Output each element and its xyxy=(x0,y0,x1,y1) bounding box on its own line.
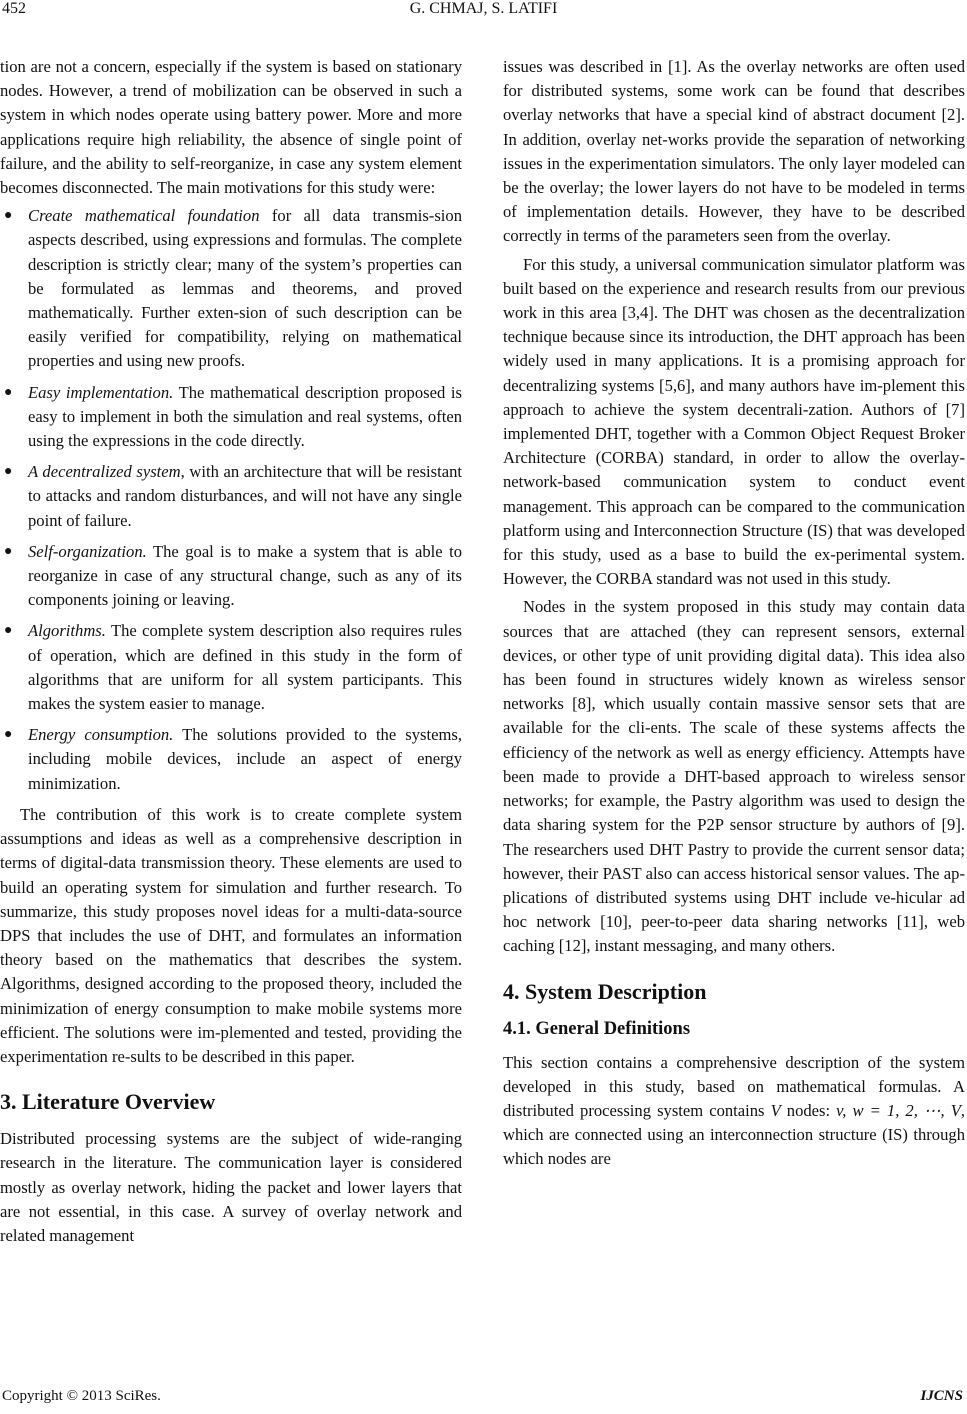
journal-footer: IJCNS xyxy=(920,1388,963,1404)
bullet-icon: ● xyxy=(4,208,13,224)
motivation-list xyxy=(0,204,462,796)
list-item-text: The solutions provided to the systems, including mobile devices, include an aspect of energy minimization. xyxy=(28,725,462,793)
paragraph xyxy=(503,1051,965,1172)
math-expression: v, w = 1, 2, ⋯, V xyxy=(836,1100,961,1120)
paragraph-text: This section contains a comprehensive description of the system developed in this study, based on mathematical formulas. A distributed processing system contains xyxy=(503,1052,965,1120)
bullet-icon: ● xyxy=(4,464,13,480)
list-item-title: Create mathematical foundation xyxy=(28,206,260,226)
list-item xyxy=(0,540,462,613)
math-symbol: V xyxy=(770,1100,781,1120)
paragraph: For this study, a universal communication simulator platform was built based on the experience and research results from our previous work in this area [3,4]. The DHT was chosen as the decentralization technique because since its introduction, the DHT approach has been widely used in many applications. It is a promising approach for decentralizing systems [5,6], and many authors have im-plement this approach to achieve the system decentrali-zation. Authors of [7] implemented DHT, together with a Common Object Request Broker Architecture (CORBA) standard, in order to allow the overlay-network-based communication system to conduct event management. This approach can be compared to the communication platform using and Interconnection Structure (IS) that was developed for this study, used as a base to build the ex-perimental system. However, the CORBA standard was not used in this study. xyxy=(503,254,965,589)
page-number: 452 xyxy=(2,0,26,17)
list-item xyxy=(0,619,462,716)
list-item-title: A decentralized system xyxy=(28,462,181,482)
paragraph: Distributed processing systems are the subject of wide-ranging research in the literature. The communication layer is considered mostly as overlay network, hiding the packet and lower layers that are not essential, in this case. A survey of overlay network and related management xyxy=(0,1129,462,1245)
paragraph: issues was described in [1]. As the overlay networks are often used for distributed systems, some work can be found that describes overlay networks that have a special kind of abstract document [2]. In addition, overlay net-works provide the separation of networking issues in the experimentation simulators. The only layer modeled can be the overlay; the lower layers do not have to be modeled in terms of implementation details. However, they have to be described correctly in terms of the parameters seen from the overlay. xyxy=(503,57,965,246)
bullet-icon: ● xyxy=(4,623,13,639)
running-head: G. CHMAJ, S. LATIFI xyxy=(409,0,558,17)
list-item-title: Algorithms. xyxy=(28,621,106,641)
list-item-text: The goal is to make a system that is able to reorganize in case of any structural change, such as any of its components joining or leaving. xyxy=(28,541,462,610)
copyright-footer: Copyright © 2013 SciRes. xyxy=(2,1388,161,1404)
bullet-icon: ● xyxy=(4,727,13,743)
list-item xyxy=(0,204,462,373)
section-heading: 4. System Description xyxy=(503,978,707,1004)
page-header xyxy=(0,0,967,30)
right-column xyxy=(503,55,965,1172)
paragraph: The contribution of this work is to create complete system assumptions and ideas as well as a comprehensive description in terms of digital-data transmission theory. These elements are used to build an operating system for simulation and further research. To summarize, this study proposes novel ideas for a multi-data-source DPS that includes the use of DHT, and formulates an information theory based on the mathematics that describes the system. Algorithms, designed according to the proposed theory, included the minimization of energy consumption to make mobile systems more efficient. The solutions were im-plemented and tested, providing the experimentation re-sults to be described in this paper. xyxy=(0,804,462,1066)
paragraph-text: , which are connected using an interconnection structure (IS) through which nodes are xyxy=(503,1100,965,1169)
list-item-text: for all data transmis-sion aspects described, using expressions and formulas. The complete description is strictly clear; many of the system’s properties can be formulated as lemmas and theorems, and proved mathematically. Further exten-sion of such description can be easily verified for compatibility, relying on mathematical properties and using new proofs. xyxy=(28,206,462,371)
paragraph-text: nodes: xyxy=(780,1100,837,1120)
list-item xyxy=(0,381,462,454)
list-item xyxy=(0,460,462,533)
subsection-heading: 4.1. General Definitions xyxy=(503,1018,691,1039)
paragraph: tion are not a concern, especially if the system is based on stationary nodes. However, a trend of mobilization can be observed in such a system in which nodes operate using battery power. More and more applications require high reliability, the absence of single point of failure, and the ability to self-reorganize, in case any system element becomes disconnected. The main motivations for this study were: xyxy=(0,57,462,198)
bullet-icon: ● xyxy=(4,384,13,400)
list-item-text: , with an architecture that will be resistant to attacks and random disturbances, and will not have any single point of failure. xyxy=(28,462,462,530)
left-column xyxy=(0,55,462,1248)
bullet-icon: ● xyxy=(4,543,13,559)
list-item-title: Energy consumption. xyxy=(28,725,174,745)
paragraph: Nodes in the system proposed in this study may contain data sources that are attached (they can represent sensors, external devices, or other type of unit providing digital data). This idea also has been found in structures widely known as wireless sensor networks [8], which usually contain massive sensor sets that are available for the cli-ents. The scale of these systems affects the efficiency of the network as well as energy efficiency. Attempts have been made to provide a DHT-based approach to wireless sensor networks; for example, the Pastry algorithm was used to design the data sharing system for the P2P sensor structure by authors of [9]. The researchers used DHT Pastry to provide the current sensor data; however, their PAST also can access historical sensor values. The ap-plications of distributed systems using DHT include ve-hicular ad hoc network [10], peer-to-peer data sharing networks [11], web caching [12], instant messaging, and many others. xyxy=(503,597,965,956)
list-item-title: Self-organization. xyxy=(28,541,147,561)
list-item-text: The complete system description also requires rules of operation, which are defined in this study in the form of algorithms that are uniform for all system participants. This makes the system easier to manage. xyxy=(28,621,462,714)
list-item-title: Easy implementation. xyxy=(28,382,174,402)
section-heading: 3. Literature Overview xyxy=(0,1089,216,1115)
list-item-text: The mathematical description proposed is easy to implement in both the simulation and real systems, often using the expressions in the code directly. xyxy=(28,382,462,451)
list-item xyxy=(0,723,462,796)
